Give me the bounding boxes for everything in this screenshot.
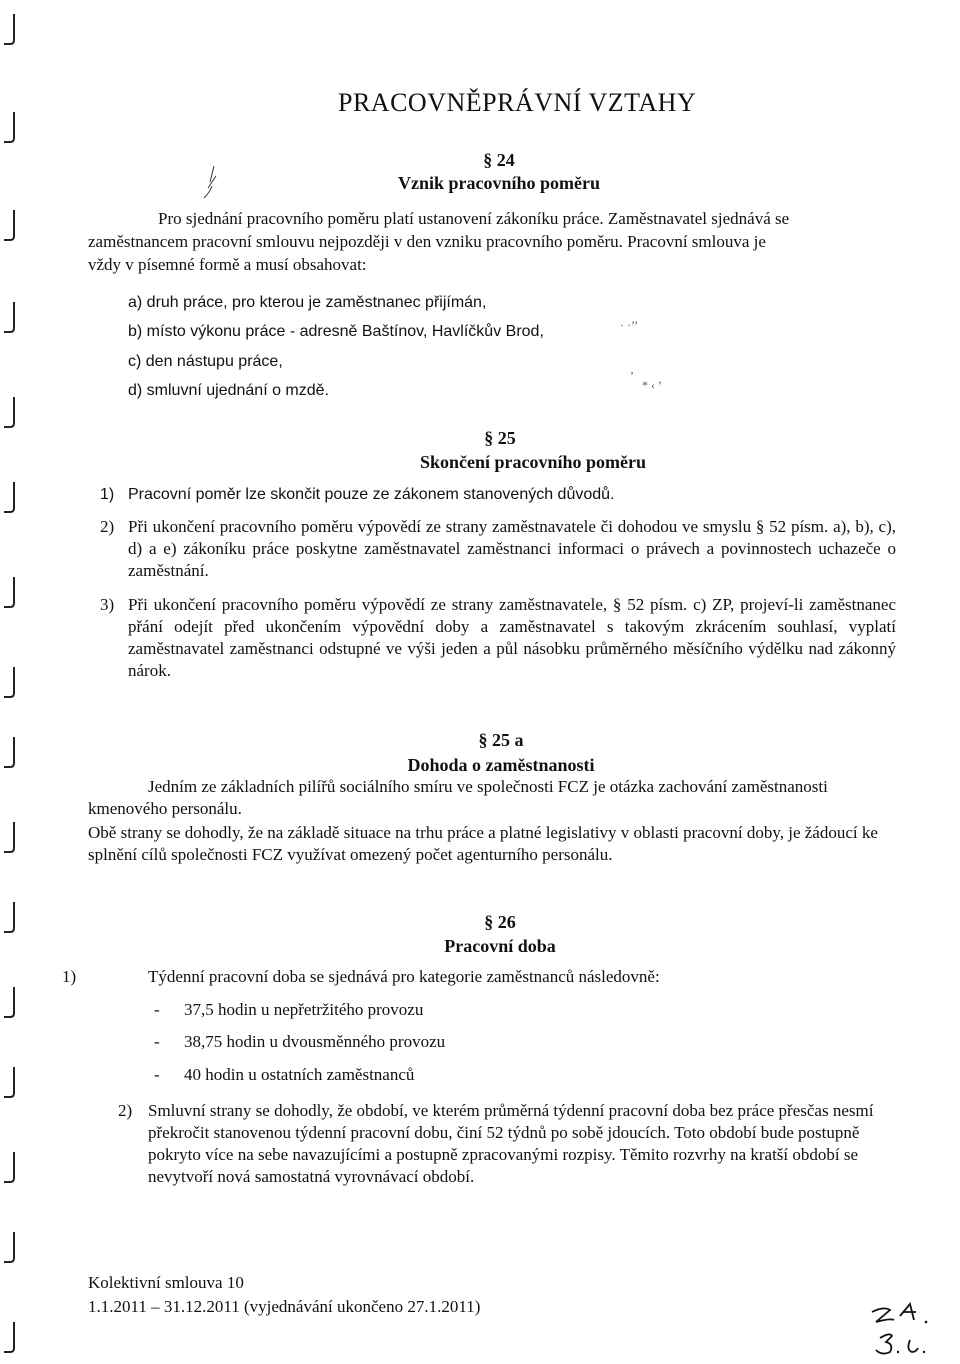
section-24-intro-line: Pro sjednání pracovního poměru platí ustanovení zákoníku práce. Zaměstnavatel sjednává se: [158, 209, 790, 228]
hours-item: 38,75 hodin u dvousměnného provozu: [184, 1032, 446, 1051]
margin-mark: [0, 1230, 28, 1264]
section-24-title: Vznik pracovního poměru: [397, 173, 601, 193]
section-24-number: § 24: [483, 150, 515, 170]
margin-mark: [0, 575, 28, 609]
section-26-item-text: Týdenní pracovní doba se sjednává pro kategorie zaměstnanců následovně:: [148, 967, 660, 986]
section-26-item-text: Smluvní strany se dohodly, že období, ve kterém průměrná týdenní pracovní doba bez práce přesčas nesmí překročit stanovenou týdenní pracovní dobu, činí 52 týdnů po sobě jdoucích. Toto období bude postupně pokryto více na sebe navazujícími a postupně zpracovanými rozpisy. Těmito rozvrhy na kratší období se nevytvoří nová samostatná vyrovnávací období.: [148, 1101, 874, 1186]
section-26-title: Pracovní doba: [444, 936, 556, 956]
margin-mark: [0, 985, 28, 1019]
margin-mark: [0, 300, 28, 334]
margin-mark: [0, 1065, 28, 1099]
margin-mark: [0, 665, 28, 699]
section-26-item-number: 2): [118, 1101, 133, 1120]
section-25-item-text: Pracovní poměr lze skončit pouze ze zákonem stanovených důvodů.: [128, 486, 615, 503]
page-title: PRACOVNĚPRÁVNÍ VZTAHY: [338, 88, 697, 117]
scan-noise: ‚: [630, 362, 634, 376]
section-25-item-number: 3): [100, 595, 115, 614]
hours-item: 40 hodin u ostatních zaměstnanců: [184, 1065, 415, 1084]
margin-mark: [0, 1320, 28, 1354]
footer-validity: 1.1.2011 – 31.12.2011 (vyjednávání ukončeno 27.1.2011): [88, 1297, 481, 1316]
margin-mark: [0, 110, 28, 144]
section-24-list-item: d) smluvní ujednání o mzdě.: [128, 382, 329, 399]
list-dash: -: [154, 1000, 160, 1019]
handwritten-initials: [860, 1300, 950, 1360]
margin-mark: [0, 480, 28, 514]
section-25-item-text: Při ukončení pracovního poměru výpovědí ze strany zaměstnavatele, § 52 písm. c) ZP, projeví-li zaměstnanec přání odejít před ukončením výpovědní doby a zaměstnavatel s takovým zkrácením souhlasí, vyplatí zaměstnavatel zaměstnanci odstupné ve výši jeden a půl násobku průměrného měsíčního výdělku nad zákonný nárok.: [128, 595, 896, 680]
scan-noise: · ·’’: [620, 318, 639, 332]
section-25-title: Skončení pracovního poměru: [419, 452, 647, 472]
margin-mark: [0, 395, 28, 429]
section-25a-title: Dohoda o zaměstnanosti: [407, 755, 595, 775]
section-25-number: § 25: [484, 428, 516, 448]
margin-mark: [0, 12, 28, 46]
section-25-item-number: 1): [100, 486, 115, 503]
hours-item: 37,5 hodin u nepřetržitého provozu: [184, 1000, 424, 1019]
section-24-intro-line: vždy v písemné formě a musí obsahovat:: [88, 255, 367, 274]
section-24-list-item: a) druh práce, pro kterou je zaměstnanec přijímán,: [128, 294, 487, 311]
section-26-item-number: 1): [62, 967, 77, 986]
section-24-intro-line: zaměstnancem pracovní smlouvu nejpozději v den vzniku pracovního poměru. Pracovní smlouva je: [88, 232, 766, 251]
section-24-list-item: b) místo výkonu práce - adresně Baštínov, Havlíčkův Brod,: [128, 323, 544, 340]
margin-mark: [0, 208, 28, 242]
section-26-number: § 26: [484, 912, 516, 932]
section-25a-number: § 25 a: [478, 730, 524, 750]
footer-document-name: Kolektivní smlouva 10: [88, 1273, 244, 1292]
margin-mark: [0, 820, 28, 854]
section-24-list-item: c) den nástupu práce,: [128, 353, 283, 370]
section-25-item-text: Při ukončení pracovního poměru výpovědí ze strany zaměstnavatele či dohodou ve smyslu § 52 písm. a), b), c), d) a e) zákoníku práce poskytne zaměstnavatel zaměstnanci informaci o právech a povinnostech uchazeče o zaměstnání.: [128, 517, 896, 580]
margin-mark: [0, 1150, 28, 1184]
section-25a-paragraph: Jedním ze základních pilířů sociálního smíru ve společnosti FCZ je otázka zachování zaměstnanosti kmenového personálu.: [88, 777, 828, 818]
scan-noise: * ‹ ’: [642, 378, 662, 392]
section-25-item-number: 2): [100, 517, 115, 536]
section-25a-paragraph: Obě strany se dohodly, že na základě situace na trhu práce a platné legislativy v oblasti pracovní doby, je žádoucí ke splnění cílů společnosti FCZ využívat omezený počet agenturního personálu.: [88, 823, 878, 864]
list-dash: -: [154, 1032, 160, 1051]
list-dash: -: [154, 1065, 160, 1084]
